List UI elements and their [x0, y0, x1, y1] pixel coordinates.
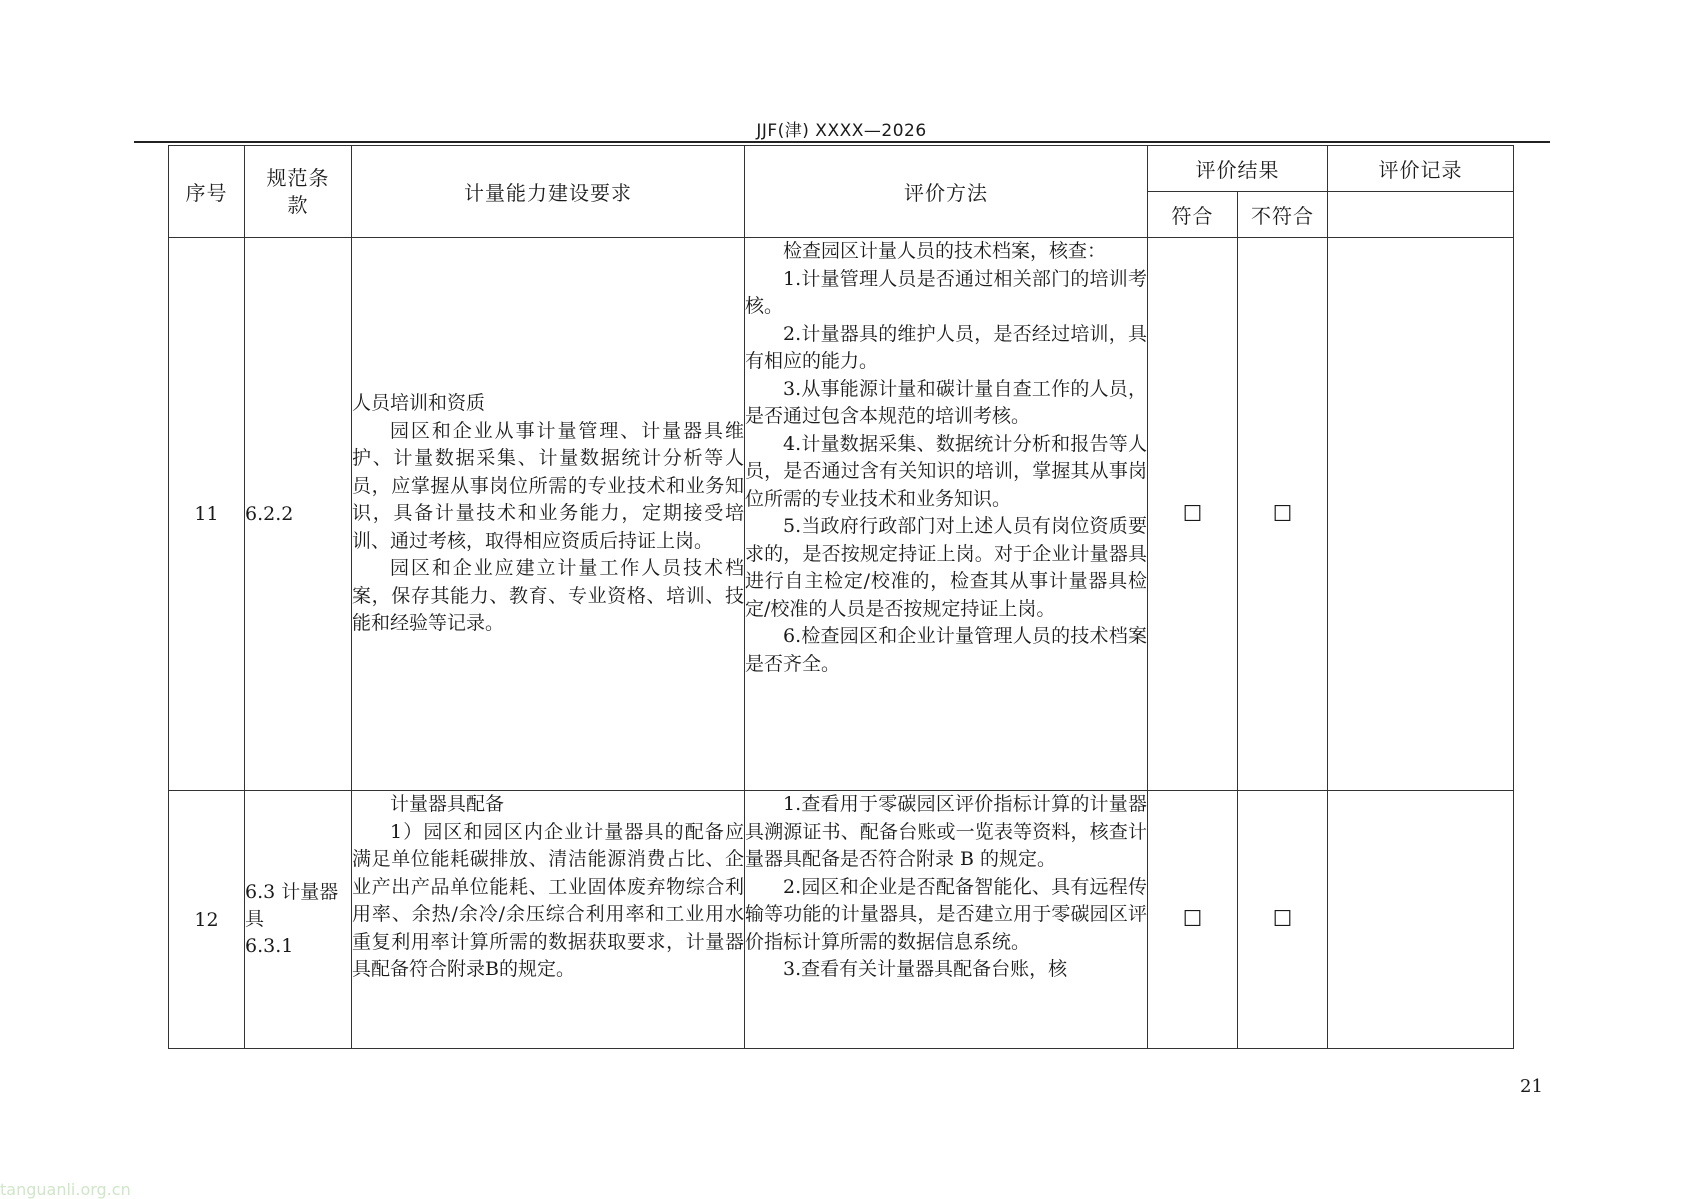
document-code: JJF(津) XXXX—2026: [756, 121, 927, 141]
nonconform-checkbox[interactable]: ☐: [1238, 791, 1328, 1049]
table-row: [169, 791, 1514, 1049]
header-method: 评价方法: [745, 146, 1148, 238]
method-paragraph: 3.查看有关计量器具配备台账，核: [783, 958, 1068, 980]
method-paragraph: 5.当政府行政部门对上述人员有岗位资质要求的，是否按规定持证上岗。对于企业计量器具进行自主检定/校准的，检查其从事计量器具检定/校准的人员是否按规定持证上岗。: [745, 515, 1147, 620]
conform-checkbox[interactable]: ☐: [1148, 791, 1238, 1049]
page-number: 21: [1520, 1076, 1543, 1097]
row-method: [745, 238, 1148, 791]
method-paragraph: 4.计量数据采集、数据统计分析和报告等人员，是否通过含有关知识的培训，掌握其从事岗位所需的专业技术和业务知识。: [745, 432, 1147, 510]
header-nonconform: 不符合: [1238, 192, 1328, 238]
row-method: [745, 791, 1148, 1049]
requirement-title: 计量器具配备: [390, 793, 505, 815]
nonconform-checkbox[interactable]: ☐: [1238, 238, 1328, 791]
header-clause: 规范条款: [245, 146, 352, 238]
header-conform: 符合: [1148, 192, 1238, 238]
header-rule: [134, 141, 1550, 143]
requirement-paragraph: 1）园区和园区内企业计量器具的配备应满足单位能耗碳排放、清洁能源消费占比、企业产出产品单位能耗、工业固体废弃物综合利用率、余热/余冷/余压综合利用率和工业用水重复利用率计算所需的数据获取要求，计量器具配备符合附录B的规定。: [352, 820, 744, 980]
requirement-title: 人员培训和资质: [352, 392, 486, 415]
method-paragraph: 2.计量器具的维护人员，是否经过培训，具有相应的能力。: [745, 322, 1147, 372]
header-record: 评价记录: [1328, 146, 1514, 192]
method-paragraph: 6.检查园区和企业计量管理人员的技术档案是否齐全。: [745, 625, 1147, 675]
method-paragraph: 检查园区计量人员的技术档案，核查：: [783, 240, 1107, 262]
row-clause: [245, 791, 352, 1049]
method-paragraph: 3.从事能源计量和碳计量自查工作的人员，是否通过包含本规范的培训考核。: [745, 377, 1147, 427]
table-header-row: [169, 146, 1514, 192]
header-record-blank: [1328, 192, 1514, 238]
record-cell[interactable]: [1328, 238, 1514, 791]
requirement-paragraph: 园区和企业应建立计量工作人员技术档案，保存其能力、教育、专业资格、培训、技能和经验等记录。: [352, 557, 744, 635]
row-seq: 11: [169, 238, 245, 791]
row-clause: 6.2.2: [245, 238, 352, 791]
header-result: 评价结果: [1148, 146, 1328, 192]
clause-title: 6.3 计量器具: [245, 881, 339, 930]
row-requirement: [352, 238, 745, 791]
method-paragraph: 1.查看用于零碳园区评价指标计算的计量器具溯源证书、配备台账或一览表等资料，核查计量器具配备是否符合附录 B 的规定。: [745, 793, 1147, 870]
table-row: [169, 238, 1514, 791]
record-cell[interactable]: [1328, 791, 1514, 1049]
watermark: tanguanli.org.cn: [0, 1180, 131, 1199]
row-requirement: [352, 791, 745, 1049]
row-seq: 12: [169, 791, 245, 1049]
method-paragraph: 1.计量管理人员是否通过相关部门的培训考核。: [745, 267, 1147, 317]
clause-number: 6.3.1: [245, 935, 294, 957]
method-paragraph: 2.园区和企业是否配备智能化、具有远程传输等功能的计量器具，是否建立用于零碳园区评价指标计算所需的数据信息系统。: [745, 875, 1147, 953]
conform-checkbox[interactable]: ☐: [1148, 238, 1238, 791]
header-requirement: 计量能力建设要求: [352, 146, 745, 238]
evaluation-table: [168, 145, 1514, 1049]
header-seq: 序号: [169, 146, 245, 238]
requirement-paragraph: 园区和企业从事计量管理、计量器具维护、计量数据采集、计量数据统计分析等人员，应掌握从事岗位所需的专业技术和业务知识，具备计量技术和业务能力，定期接受培训、通过考核，取得相应资质后持证上岗。: [352, 419, 744, 552]
